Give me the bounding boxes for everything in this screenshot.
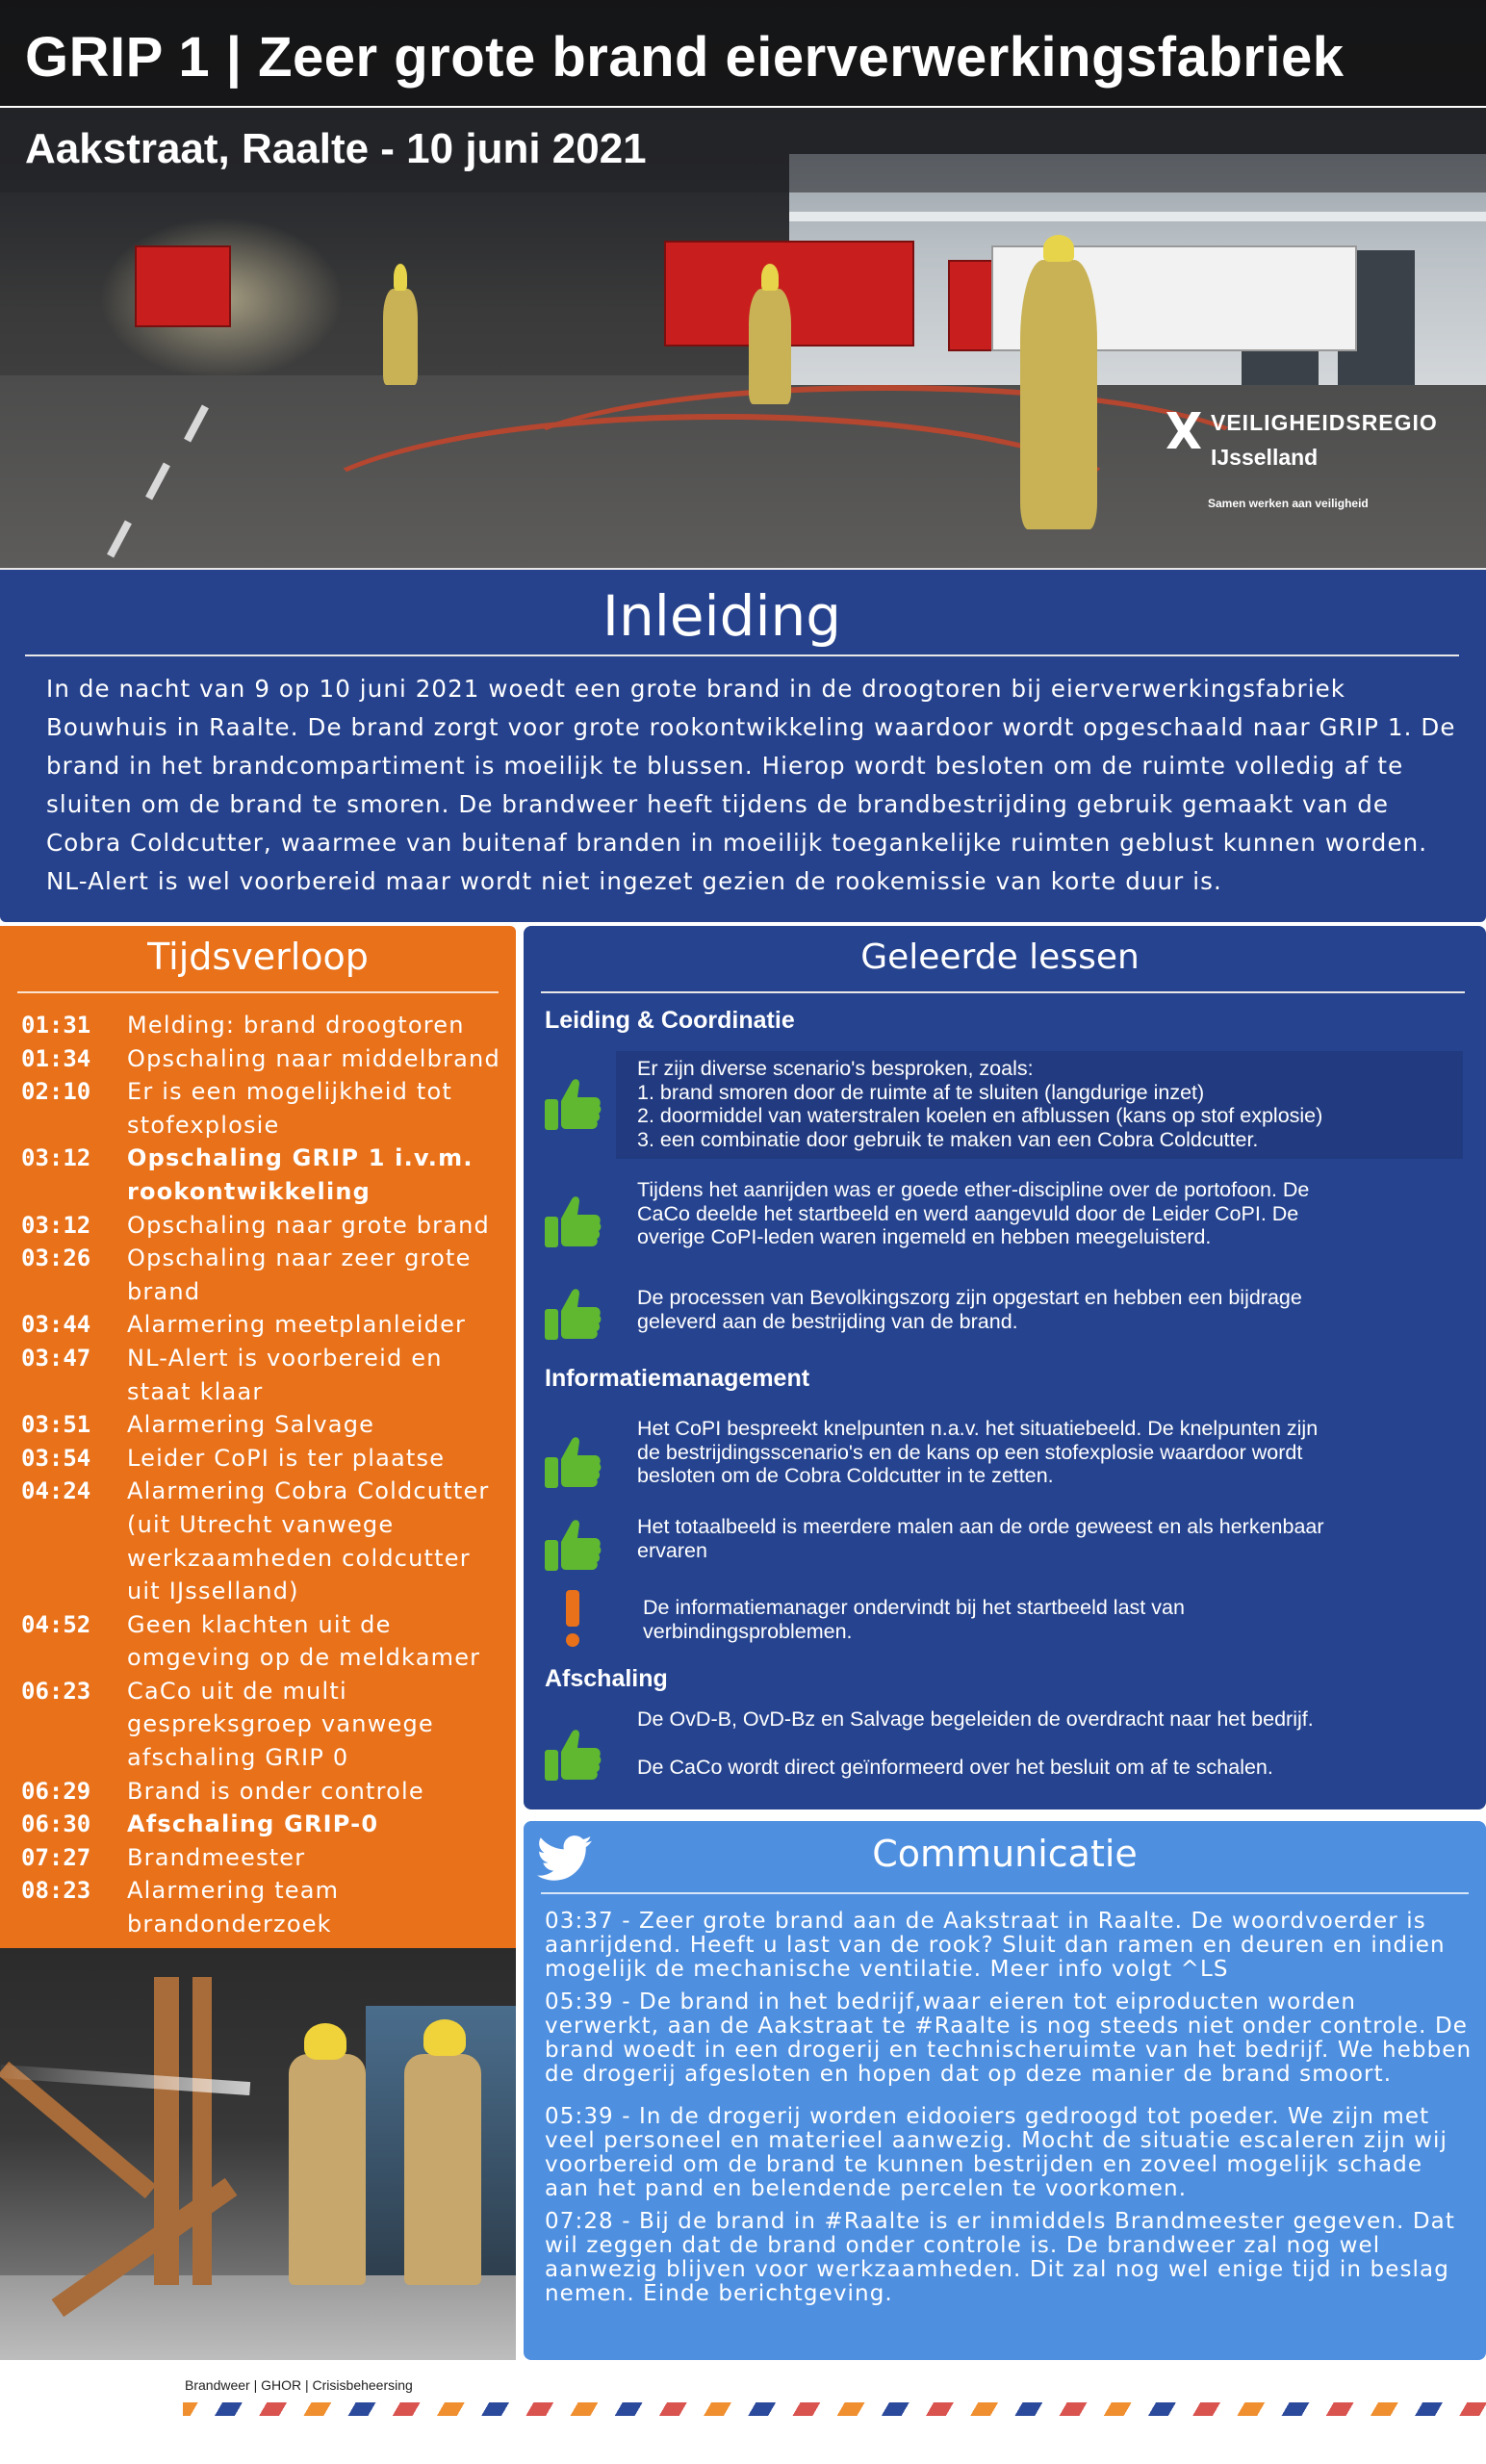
tweet: 03:37 - Zeer grote brand aan de Aakstraat in Raalte. De woordvoerder is aanrijdend. Heeft u last van de rook? Sluit dan ramen en deuren en indien mogelijk de mechanische ventilatie. Meer info volgt ^LS: [545, 1909, 1446, 1982]
lesson-item: De processen van Bevolkingszorg zijn opgestart en hebben een bijdrage geleverd aan de bestrijding van de brand.: [539, 1286, 1473, 1344]
divider: [541, 1892, 1469, 1894]
timeline-item: 03:47 NL-Alert is voorbereid en staat klaar: [21, 1344, 443, 1405]
lesson-item: Tijdens het aanrijden was er goede ether-discipline over de portofoon. De CaCo deelde het startbeeld en werd aangevuld door de Leider CoPI. De overige CoPI-leden waren ingemeld en hebben meegeluisterd.: [539, 1178, 1473, 1255]
timeline-item: 07:27 Brandmeester: [21, 1843, 306, 1871]
timeline-item: 03:12 Opschaling GRIP 1 i.v.m. rookontwikkeling: [21, 1144, 474, 1205]
tweet: 07:28 - Bij de brand in #Raalte is er inmiddels Brandmeester gegeven. Dat wil zeggen dat de brand onder controle is. De brandweer zal nog wel aanwezig blijven voor werkzaamheden. Dit zal nog wel enige tijd in beslag nemen. Einde berichtgeving.: [545, 2209, 1455, 2306]
training-photo: [0, 1948, 516, 2360]
lesson-item: De OvD-B, OvD-Bz en Salvage begeleiden de overdracht naar het bedrijf. De CaCo wordt direct geïnformeerd over het besluit om af te schalen.: [539, 1707, 1473, 1794]
thumbs-up-icon: [539, 1428, 606, 1496]
timeline-item: 08:23 Alarmering team brandonderzoek: [21, 1877, 340, 1938]
timeline-item: 03:12 Opschaling naar grote brand: [21, 1211, 490, 1239]
timeline-item: 01:31 Melding: brand droogtoren: [21, 1012, 465, 1039]
firefighter: [383, 289, 418, 385]
intro-text: In de nacht van 9 op 10 juni 2021 woedt een grote brand in de droogtoren bij eierverwerkingsfabriek Bouwhuis in Raalte. De brand zorgt voor grote rookontwikkeling waardoor wordt opgeschaald naar GRIP 1. De brand in het brandcompartiment is moeilijk te blussen. Hierop wordt besloten om de ruimte volledig af te sluiten om de brand te smoren. De brandweer heeft tijdens de brandbestrijding gebruik gemaakt van de Cobra Coldcutter, waarmee van buitenaf branden in moeilijk toegankelijke ruimten geblust kunnen worden. NL-Alert is wel voorbereid maar wordt niet ingezet gezien de rookemissie van korte duur is.: [46, 675, 1456, 895]
lessons-title: Geleerde lessen: [860, 937, 1140, 977]
timeline-item: 06:29 Brand is onder controle: [21, 1777, 424, 1805]
timeline-item: 01:34 Opschaling naar middelbrand: [21, 1044, 500, 1072]
timeline-item: 03:51 Alarmering Salvage: [21, 1411, 375, 1439]
page-subtitle: Aakstraat, Raalte - 10 juni 2021: [25, 125, 647, 172]
lessons-section: [524, 926, 1486, 1810]
lesson-item: De informatiemanager ondervindt bij het startbeeld last van verbindingsproblemen.: [539, 1596, 1473, 1654]
firefighter: [289, 2054, 366, 2285]
timeline-item: 02:10 Er is een mogelijkheid tot stofexplosie: [21, 1078, 453, 1139]
logo-region: IJsselland: [1211, 445, 1319, 470]
thumbs-up-icon: [539, 1188, 606, 1255]
timeline-list: [21, 1009, 512, 1941]
tweet: 05:39 - In de drogerij worden eidooiers gedroogd tot poeder. We zijn met veel personeel en materieel aanwezig. Mocht de situatie escaleren zijn wij voorbereid om de brand te kunnen bestrijden en zoveel mogelijk schade aan het pand en belendende percelen te voorkomen.: [545, 2104, 1448, 2201]
timeline-item: 03:26 Opschaling naar zeer grote brand: [21, 1245, 472, 1305]
lesson-item: Het CoPI bespreekt knelpunten n.a.v. het situatiebeeld. De knelpunten zijn de bestrijdingsscenario's en de kans op een stofexplosie waardoor wordt besloten om de Cobra Coldcutter in te zetten.: [539, 1417, 1473, 1494]
timeline-section: [0, 926, 516, 1948]
divider: [541, 991, 1465, 993]
firefighter: [1020, 260, 1097, 529]
tweet-list: [545, 1910, 1474, 2315]
timeline-item: 04:52 Geen klachten uit de omgeving op de meldkamer: [21, 1610, 481, 1672]
lesson-item: Er zijn diverse scenario's besproken, zoals: 1. brand smoren door de ruimte af te sluiten (langdurige inzet) 2. doormiddel van waterstralen koelen en afblussen (kans op stof explosie) 3. een combinatie door gebruik te maken van een Cobra Coldcutter.: [539, 1057, 1473, 1163]
logo-tagline: Samen werken aan veiligheid: [1208, 497, 1369, 510]
timeline-item: 03:54 Leider CoPI is ter plaatse: [21, 1444, 446, 1472]
tweet: 05:39 - De brand in het bedrijf,waar eieren tot eiproducten worden verwerkt, aan de Aakstraat te #Raalte is nog steeds niet onder controle. De brand woedt in een drogerij en technischeruimte van het bedrijf. We hebben de drogerij afgesloten en hopen dat op deze manier de brand smoort.: [545, 1989, 1473, 2087]
exclamation-icon: [539, 1586, 606, 1654]
lesson-category: Afschaling: [545, 1665, 668, 1692]
divider: [17, 991, 499, 993]
divider: [25, 654, 1459, 656]
thumbs-up-icon: [539, 1070, 606, 1138]
communication-title: Communicatie: [872, 1833, 1138, 1875]
logo-org: VEILIGHEIDSREGIO: [1211, 410, 1438, 435]
page-title: GRIP 1 | Zeer grote brand eierverwerkingsfabriek: [25, 26, 1345, 89]
footer-text: Brandweer | GHOR | Crisisbeheersing: [185, 2377, 413, 2393]
timeline-item: 03:44 Alarmering meetplanleider: [21, 1311, 467, 1339]
intro-section: [0, 568, 1486, 922]
timeline-item: 06:23 CaCo uit de multi gespreksgroep vanwege afschaling GRIP 0: [21, 1677, 434, 1772]
hero-photo: [0, 0, 1486, 568]
firefighter: [404, 2054, 481, 2285]
logo-mark-icon: [1163, 408, 1205, 450]
timeline-item: 06:30 Afschaling GRIP-0: [21, 1810, 379, 1838]
thumbs-up-icon: [539, 1511, 606, 1578]
thumbs-up-icon: [539, 1280, 606, 1348]
timeline-title: Tijdsverloop: [147, 936, 369, 978]
lesson-item: Het totaalbeeld is meerdere malen aan de orde geweest en als herkenbaar ervaren: [539, 1515, 1473, 1569]
fire-truck-left: [135, 245, 231, 327]
footer-stripe: [183, 2402, 1486, 2416]
timeline-item: 04:24 Alarmering Cobra Coldcutter (uit Utrecht vanwege werkzaamheden coldcutter uit IJsselland): [21, 1477, 490, 1605]
firefighter: [749, 289, 791, 404]
intro-title: Inleiding: [602, 583, 842, 649]
lesson-category: Informatiemanagement: [545, 1365, 810, 1392]
communication-section: [524, 1821, 1486, 2360]
lesson-category: Leiding & Coordinatie: [545, 1007, 795, 1034]
thumbs-up-icon: [539, 1721, 606, 1788]
